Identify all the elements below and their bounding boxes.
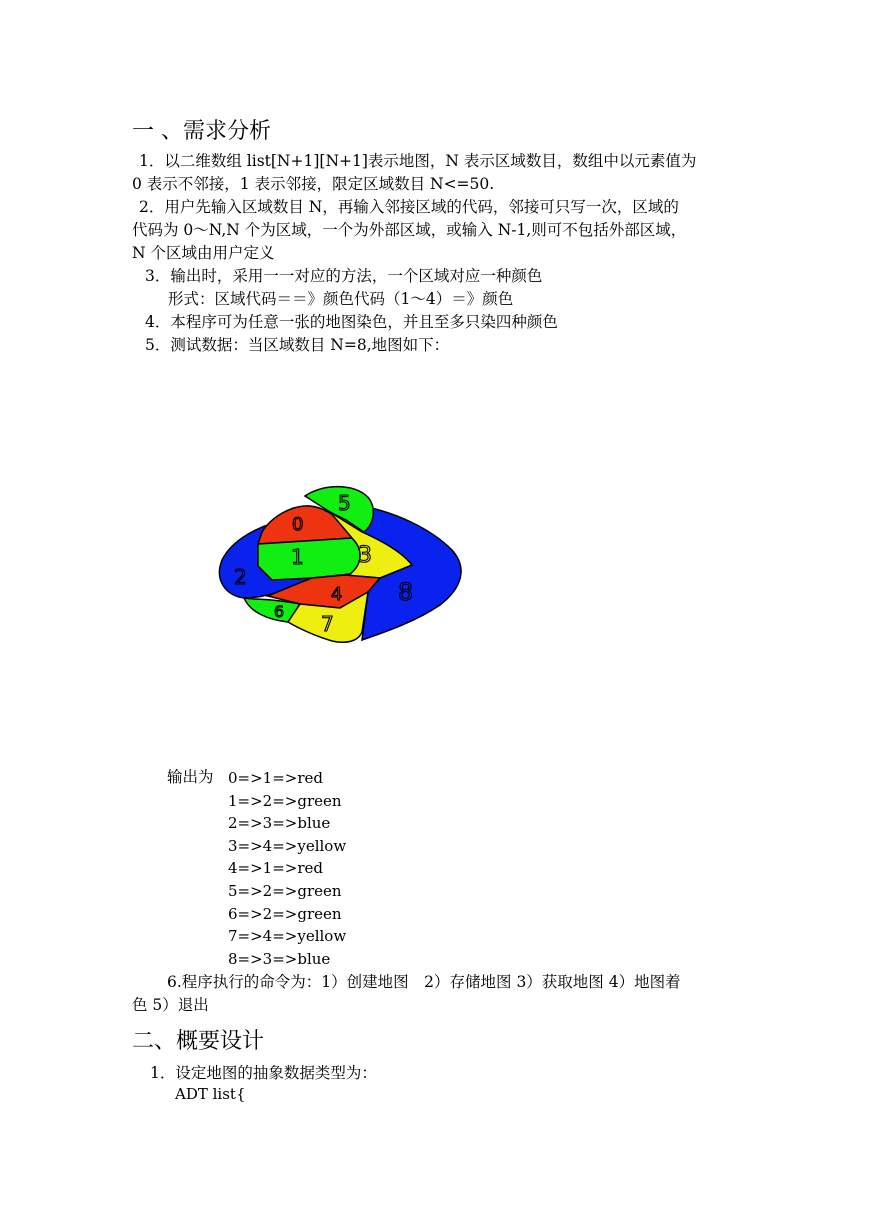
output-line: 1=>2=>green	[228, 791, 342, 810]
map-label-7: 7	[321, 612, 334, 636]
output-line: 4=>1=>red	[228, 859, 324, 878]
req-item-2-line-3: N 个区域由用户定义	[132, 244, 275, 262]
req-item-1-line-2: 0 表示不邻接，1 表示邻接，限定区域数目 N<=50.	[132, 175, 495, 193]
req-item-3-line-1: 3．输出时，采用一一对应的方法，一个区域对应一种颜色	[145, 267, 543, 285]
colored-map-figure	[210, 478, 470, 648]
output-line: 5=>2=>green	[228, 881, 342, 900]
output-line: 3=>4=>yellow	[228, 836, 347, 855]
design-code-line-1: ADT list{	[175, 1085, 246, 1103]
map-label-4: 4	[331, 584, 343, 605]
map-region-1	[258, 538, 360, 580]
output-line: 8=>3=>blue	[228, 949, 331, 968]
map-label-3: 3	[358, 543, 372, 568]
output-line: 6=>2=>green	[228, 904, 342, 923]
req-item-2-line-1: 2．用户先输入区域数目 N，再输入邻接区域的代码，邻接可只写一次，区域的	[139, 198, 679, 216]
design-item-1: 1．设定地图的抽象数据类型为：	[150, 1064, 377, 1082]
req-item-4-line-1: 4．本程序可为任意一张的地图染色，并且至多只染四种颜色	[145, 313, 558, 331]
req-item-2-line-2: 代码为 0～N,N 个为区域，一个为外部区域，或输入 N-1,则可不包括外部区域，	[132, 221, 687, 239]
map-label-1: 1	[291, 545, 304, 569]
commands-line-1: 6.程序执行的命令为：1）创建地图 2）存储地图 3）获取地图 4）地图着	[167, 973, 681, 991]
map-label-8: 8	[398, 578, 414, 606]
output-label: 输出为	[167, 768, 214, 786]
section-title-design: 二、概要设计	[132, 1029, 265, 1054]
map-label-6: 6	[274, 602, 285, 621]
output-line: 0=>1=>red	[228, 769, 324, 787]
req-item-1-line-1: 1．以二维数组 list[N+1][N+1]表示地图，N 表示区域数目，数组中以元素值为	[139, 152, 697, 170]
req-item-3-line-2: 形式：区域代码＝＝》颜色代码（1～4）＝》颜色	[168, 290, 514, 308]
map-label-2: 2	[234, 565, 247, 589]
req-item-5-line-1: 5．测试数据：当区域数目 N=8,地图如下：	[145, 336, 450, 354]
output-line: 2=>3=>blue	[228, 814, 331, 833]
commands-line-2: 色 5）退出	[132, 996, 209, 1014]
map-label-5: 5	[338, 491, 351, 515]
output-mapping-list	[228, 767, 346, 970]
section-title-requirements: 一 、需求分析	[132, 119, 271, 144]
map-label-0: 0	[292, 514, 304, 535]
output-line: 7=>4=>yellow	[228, 927, 347, 946]
